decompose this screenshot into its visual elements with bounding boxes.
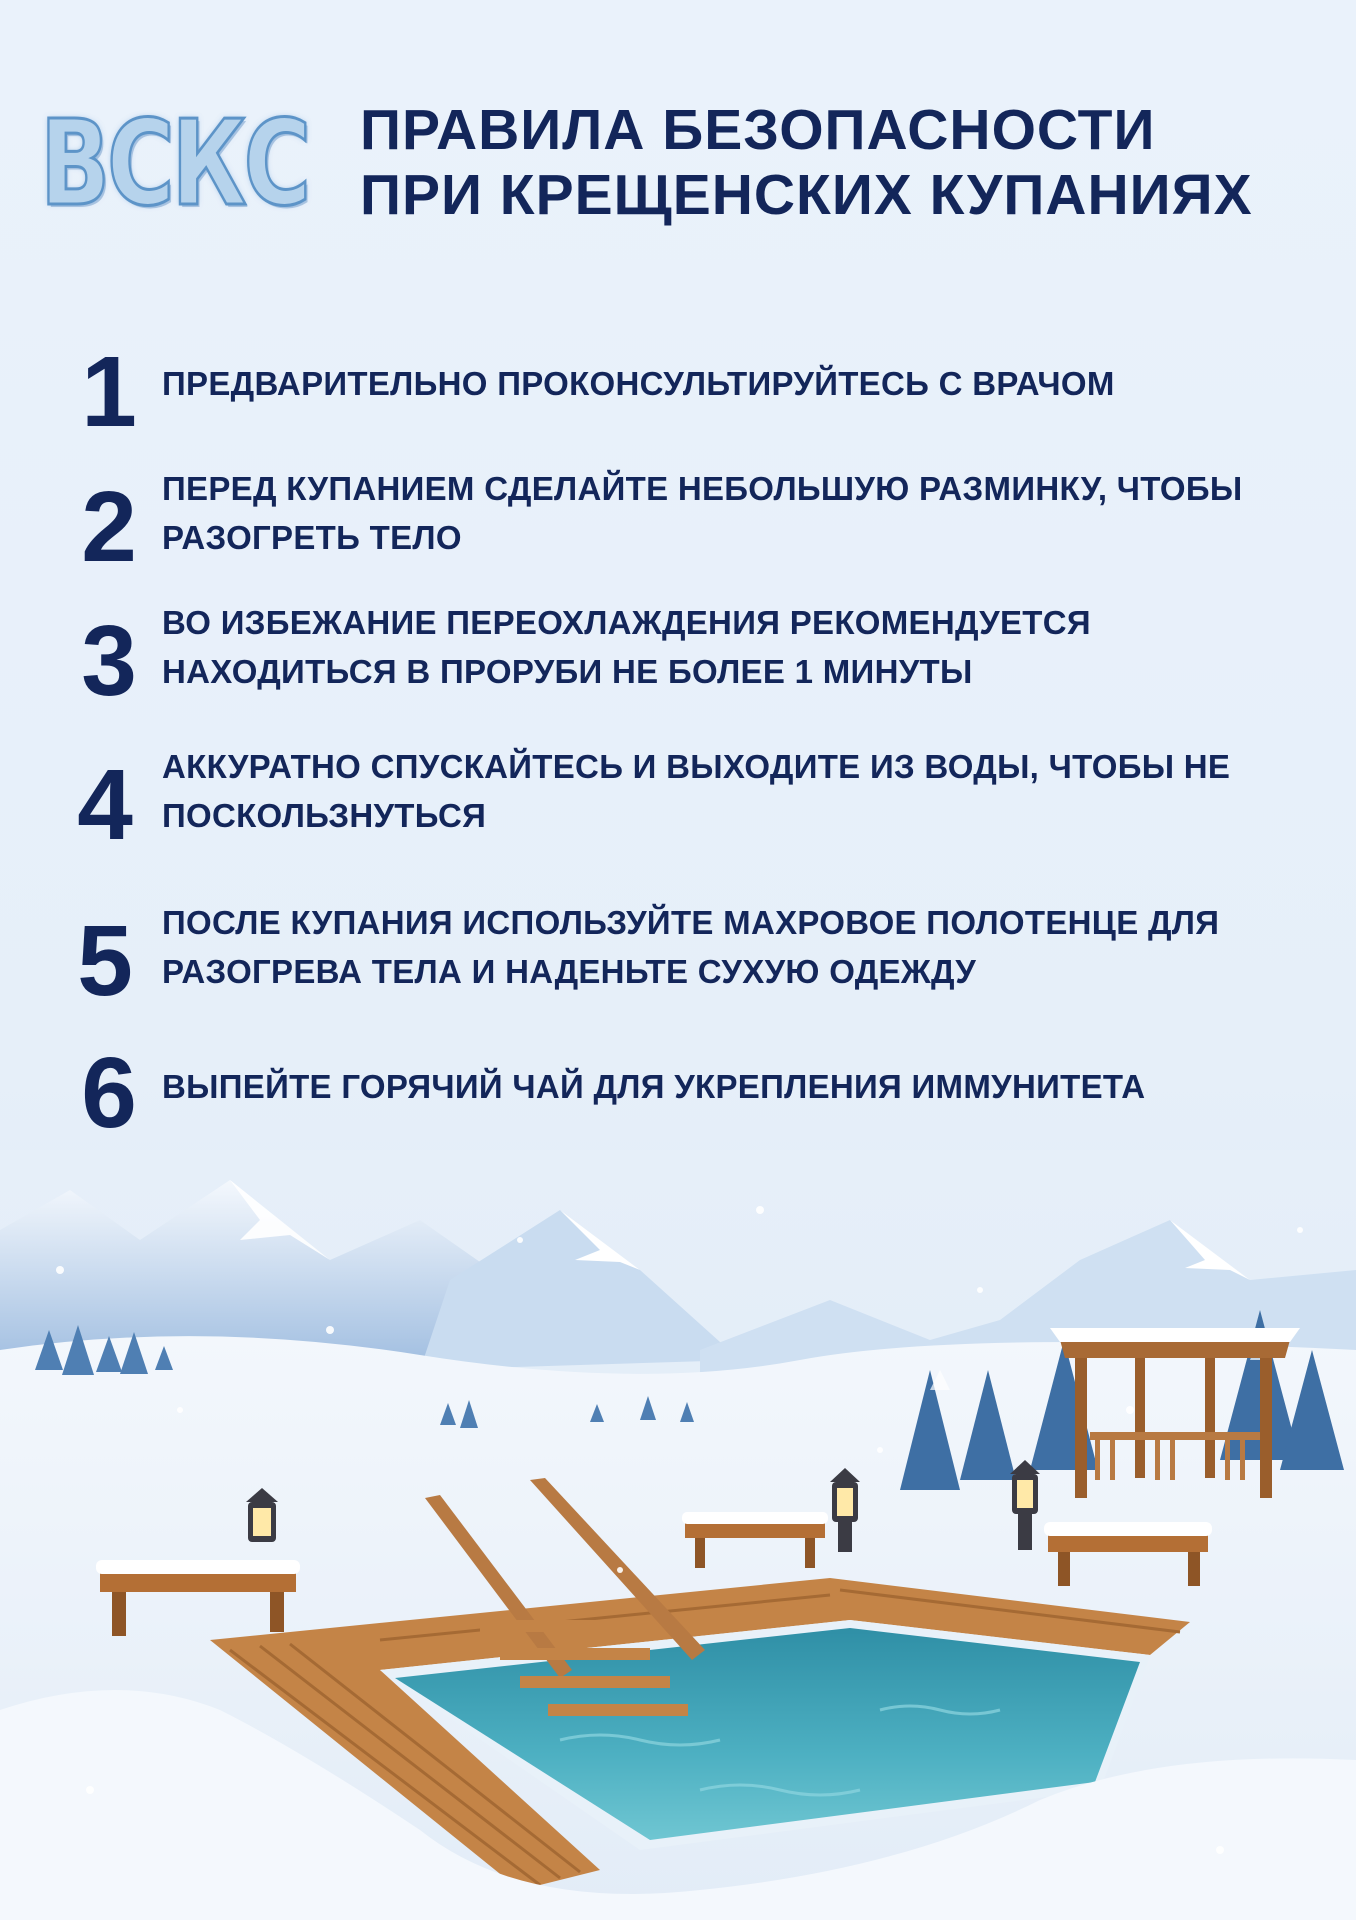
rule-item-1 xyxy=(0,336,1356,448)
title-line-1: ПРАВИЛА БЕЗОПАСНОСТИ xyxy=(360,98,1156,162)
rule-number: 1 xyxy=(81,336,137,448)
page-title xyxy=(360,98,1320,228)
rule-text: ПЕРЕД КУПАНИЕМ СДЕЛАЙТЕ НЕБОЛЬШУЮ РАЗМИНКУ, ЧТОБЫ РАЗОГРЕТЬ ТЕЛО xyxy=(162,470,1243,556)
rule-item-6 xyxy=(0,1037,1356,1149)
rule-number: 6 xyxy=(81,1037,137,1149)
rule-number: 3 xyxy=(81,605,137,717)
rule-text: ВЫПЕЙТЕ ГОРЯЧИЙ ЧАЙ ДЛЯ УКРЕПЛЕНИЯ ИММУНИТЕТА xyxy=(162,1068,1146,1105)
vsks-logo: ВСКС xyxy=(40,94,309,232)
rule-item-5 xyxy=(0,898,1356,1017)
rule-text: ПОСЛЕ КУПАНИЯ ИСПОЛЬЗУЙТЕ МАХРОВОЕ ПОЛОТЕНЦЕ ДЛЯ РАЗОГРЕВА ТЕЛА И НАДЕНЬТЕ СУХУЮ ОДЕЖДУ xyxy=(162,904,1220,990)
rule-number: 4 xyxy=(77,749,133,861)
rule-item-4 xyxy=(0,742,1356,861)
rule-number: 2 xyxy=(81,471,137,583)
winter-scene-illustration xyxy=(0,1150,1356,1920)
title-line-2: ПРИ КРЕЩЕНСКИХ КУПАНИЯХ xyxy=(360,163,1253,227)
rule-text: ВО ИЗБЕЖАНИЕ ПЕРЕОХЛАЖДЕНИЯ РЕКОМЕНДУЕТСЯ НАХОДИТЬСЯ В ПРОРУБИ НЕ БОЛЕЕ 1 МИНУТЫ xyxy=(162,604,1091,690)
rule-text: АККУРАТНО СПУСКАЙТЕСЬ И ВЫХОДИТЕ ИЗ ВОДЫ, ЧТОБЫ НЕ ПОСКОЛЬЗНУТЬСЯ xyxy=(162,748,1231,834)
rule-number: 5 xyxy=(77,905,133,1017)
rule-item-2 xyxy=(0,464,1356,583)
rule-text: ПРЕДВАРИТЕЛЬНО ПРОКОНСУЛЬТИРУЙТЕСЬ С ВРАЧОМ xyxy=(162,365,1115,402)
rule-item-3 xyxy=(0,598,1356,717)
